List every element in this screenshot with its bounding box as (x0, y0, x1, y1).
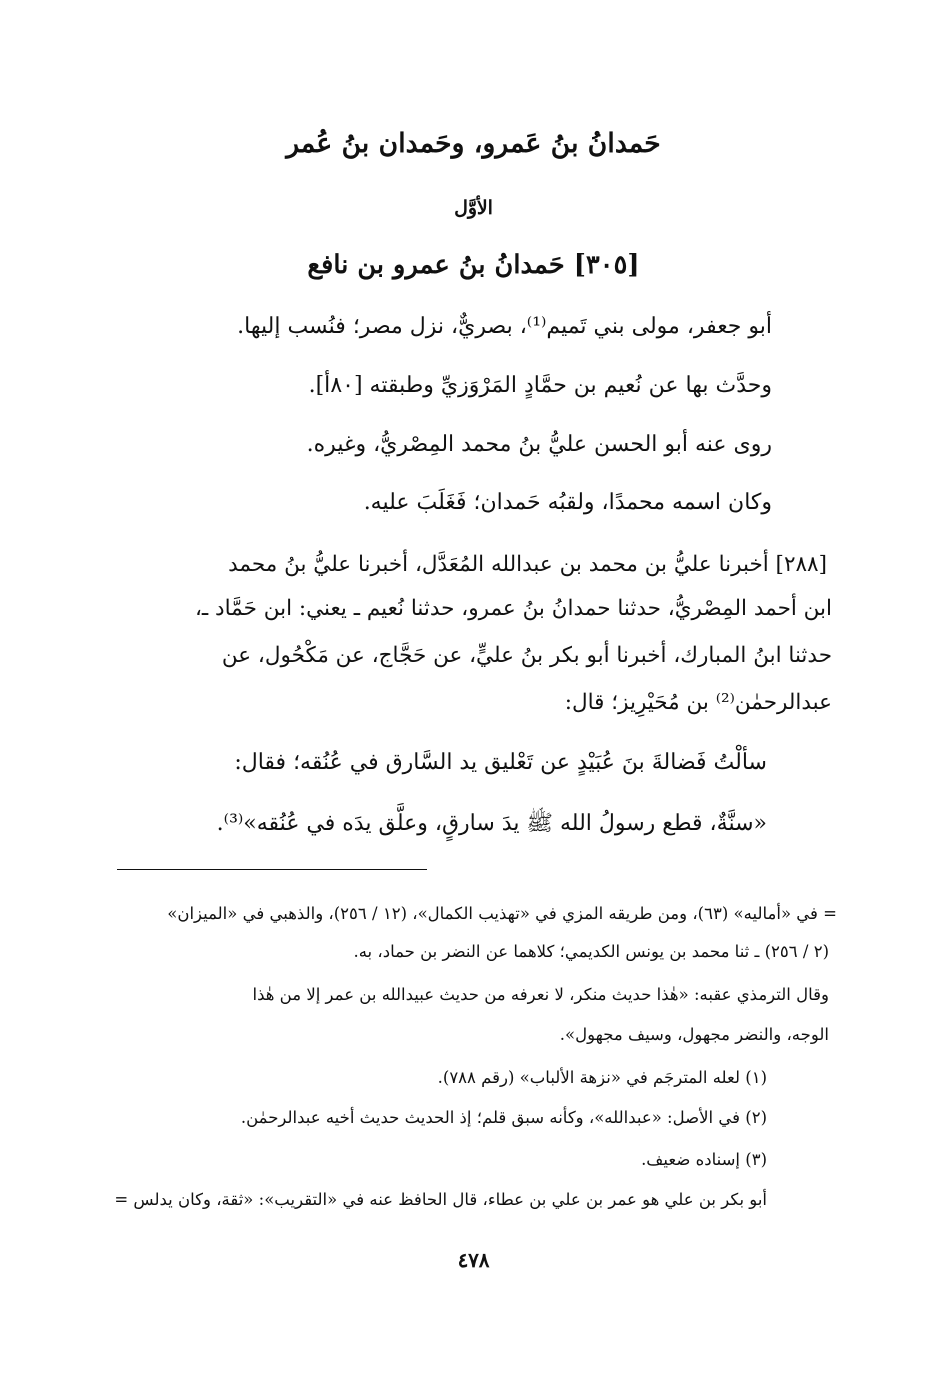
footnote-line: وقال الترمذي عقبه: «هٰذا حديث منكر، لا نعرفه من حديث عبيدالله بن عمر إلا من هٰذا (252, 985, 829, 1004)
footnote-line: (٢) في الأصل: «عبدالله»، وكأنه سبق قلم؛ إذ الحديث حديث أخيه عبدالرحمٰن. (240, 1108, 767, 1127)
bio-line: وحدَّث بها عن نُعيم بن حمَّادٍ المَرْوَزيِّ وطبقته [٨٠أ]. (308, 373, 772, 398)
bio-line: أبو جعفر، مولى بني تَميم⁽¹⁾، بصريٌّ، نزل مصر؛ فنُسب إليها. (237, 314, 772, 339)
entry-heading: [٣٠٥] حَمدانُ بنُ عمرو بن نافع (307, 250, 640, 280)
footnote-line: أبو بكر بن علي هو عمر بن علي بن عطاء، قال الحافظ عنه في «التقريب»: «ثقة، وكان يدلس = (114, 1190, 767, 1209)
bio-line: روى عنه أبو الحسن عليُّ بنُ محمد المِصْريُّ، وغيره. (306, 432, 772, 457)
hadith-isnad-line: عبدالرحمٰن⁽²⁾ بن مُحَيْرِيز؛ قال: (564, 690, 832, 715)
hadith-matn-line: «سنَّةٌ، قطع رسولُ الله ﷺ يدَ سارقٍ، وعلَّق يدَه في عُنُقه»⁽³⁾. (216, 811, 767, 836)
footnote-line: (١) لعله المترجَم في «نزهة الألباب» (رقم ٧٨٨). (437, 1068, 767, 1087)
footnote-line: (٣) إسناده ضعيف. (641, 1150, 767, 1169)
hadith-isnad-line: حدثنا ابنُ المبارك، أخبرنا أبو بكر بنُ عليٍّ، عن حَجَّاج، عن مَكْحُول، عن (221, 643, 832, 668)
chapter-title: حَمدانُ بنُ عَمرو، وحَمدان بنُ عُمر (286, 128, 661, 159)
bio-line: وكان اسمه محمدًا، ولقبُه حَمدان؛ فَغَلَبَ عليه. (363, 490, 772, 515)
footnote-line: = في «أماليه» (٦٣)، ومن طريقه المزي في «تهذيب الكمال»، (١٢ / ٢٥٦)، والذهبي في «الميزان» (167, 904, 837, 923)
hadith-isnad-line: ابن أحمد المِصْريُّ، حدثنا حمدانُ بنُ عمرو، حدثنا نُعيم ـ يعني: ابن حَمَّاد ـ، (194, 596, 832, 621)
footnote-line: (٢ / ٢٥٦) ـ ثنا محمد بن يونس الكديمي؛ كلاهما عن النضر بن حماد، به. (353, 942, 829, 961)
footnote-line: الوجه، والنضر مجهول، وسيف مجهول». (559, 1025, 829, 1044)
hadith-isnad-line: [٢٨٨] أخبرنا عليُّ بن محمد بن عبدالله المُعَدَّل، أخبرنا عليُّ بنُ محمد (228, 552, 827, 577)
section-subtitle: الأوَّل (454, 197, 493, 219)
footnote-separator (117, 869, 427, 870)
hadith-matn-line: سألْتُ فَضالةَ بنَ عُبَيْدٍ عن تَعْليق يد السَّارق في عُنُقه؛ فقال: (234, 750, 767, 775)
page-number: ٤٧٨ (457, 1248, 490, 1272)
